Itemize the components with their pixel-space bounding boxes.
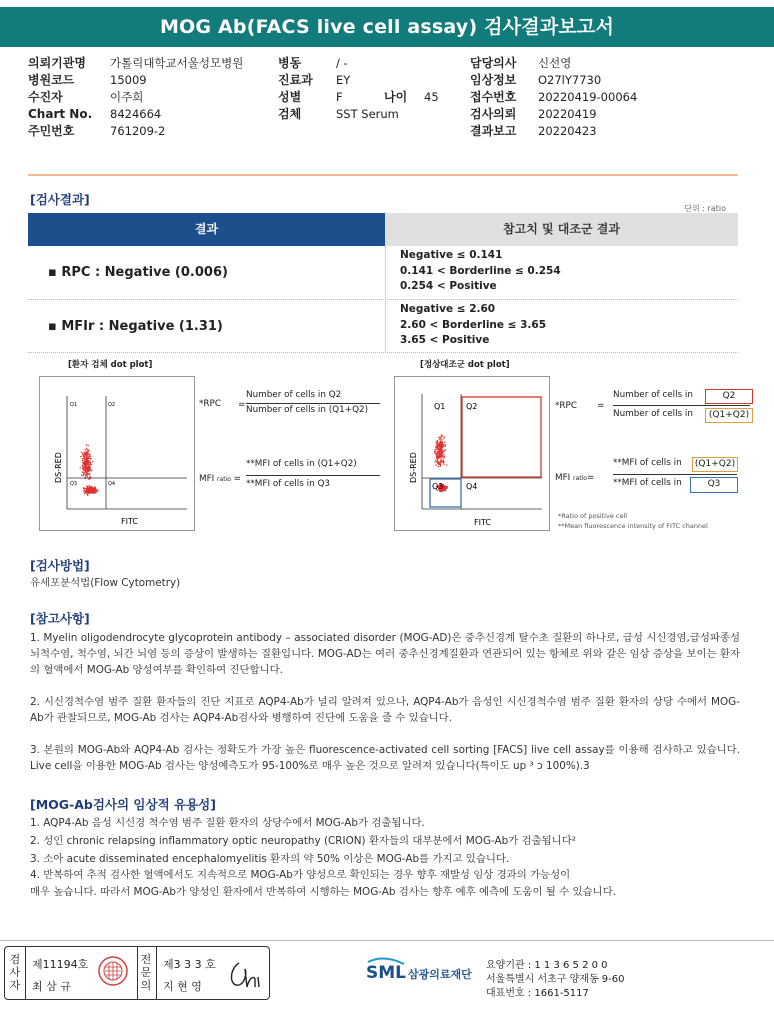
cell-dot — [85, 470, 86, 471]
info-row: 수진자 이주희 — [28, 90, 144, 104]
cell-dot — [440, 464, 441, 465]
cell-dot — [80, 456, 81, 457]
cell-dot — [86, 460, 87, 461]
cell-dot — [85, 451, 86, 452]
cell-dot — [86, 466, 87, 467]
cell-dot — [87, 487, 88, 488]
cell-dot — [83, 490, 84, 491]
cell-dot — [89, 491, 90, 492]
cell-dot — [90, 462, 91, 463]
footnote: *Ratio of positive cell — [558, 512, 628, 520]
mfir-result: ▪ MFIr : Negative (1.31) — [48, 319, 223, 334]
quadrant-label: Q3 — [432, 482, 444, 491]
cell-dot — [81, 474, 82, 475]
unit-label: 단위 : ratio — [684, 204, 726, 213]
cell-dot — [436, 449, 437, 450]
cell-dot — [89, 488, 90, 489]
control-dot-plot — [394, 376, 550, 531]
mfi-label: MFI ratio = — [199, 474, 242, 484]
cell-dot — [83, 458, 84, 459]
equals-sign: = — [597, 401, 605, 411]
cell-dot — [442, 435, 443, 436]
cell-dot — [89, 487, 90, 488]
examiner-license: 제11194호 — [32, 958, 89, 971]
signature-icon — [225, 953, 265, 993]
cell-dot — [86, 461, 87, 462]
quadrant-label: Q1 — [434, 402, 446, 411]
q1q2-box: (Q1+Q2) — [705, 408, 753, 423]
svg-text:SML: SML — [366, 963, 406, 983]
cell-dot — [436, 453, 437, 454]
cell-dot — [93, 492, 94, 493]
cell-dot — [444, 485, 445, 486]
signature-box — [4, 946, 270, 1000]
patient-dot-plot — [39, 376, 195, 531]
fraction-line — [613, 474, 737, 475]
mfir-reference — [400, 302, 546, 349]
cell-dot — [440, 466, 441, 467]
fraction-line — [613, 405, 750, 406]
divider — [137, 947, 138, 999]
reference-line: Negative ≤ 2.60 — [400, 303, 496, 315]
cell-dot — [82, 454, 83, 455]
info-row: 검체 SST Serum — [278, 107, 399, 121]
cell-dot — [87, 451, 88, 452]
utility-item: 1. AQP4-Ab 음성 시신경 척수염 범주 질환 환자의 상당수에서 MOG-Ab가 검출됩니다. — [30, 817, 425, 829]
cell-dot — [85, 465, 86, 466]
rpc-numerator: Number of cells in Q2 — [246, 390, 342, 400]
cell-dot — [441, 436, 442, 437]
cell-dot — [435, 464, 436, 465]
cell-dot — [446, 486, 447, 487]
info-row: 접수번호 20220419-00064 — [470, 90, 638, 104]
cell-dot — [87, 445, 88, 446]
cell-dot — [442, 461, 443, 462]
cell-dot — [435, 452, 436, 453]
info-row: Chart No. 8424664 — [28, 107, 162, 121]
cell-dot — [440, 445, 441, 446]
cell-dot — [89, 457, 90, 458]
cell-dot — [86, 490, 87, 491]
cell-dot — [84, 449, 85, 450]
results-title: [검사결과] — [30, 192, 90, 207]
cell-dot — [84, 488, 85, 489]
rpc-label: *RPC — [199, 399, 221, 409]
cell-dot — [440, 459, 441, 460]
cell-dot — [90, 489, 91, 490]
quadrant-label: Q4 — [108, 481, 116, 487]
cell-dot — [435, 446, 436, 447]
cell-dot — [440, 462, 441, 463]
cell-dot — [89, 465, 90, 466]
info-row: 임상정보 O27lY7730 — [470, 73, 602, 87]
cell-dot — [87, 495, 88, 496]
cell-dot — [87, 474, 88, 475]
cell-dot — [86, 486, 87, 487]
note-paragraph: 3. 본원의 MOG-Ab와 AQP4-Ab 검사는 정확도가 가장 높은 fluorescence-activated cell sorting [FACS] live cell assay를 이용해 검사하고 있습니다. Live cell을 이용한 MOG-Ab 검사는 양성예측도가 95-100%로 매우 높은 것으로 알려져 있습니다(특이도 up ³ ɔ 100%).3 — [30, 744, 740, 772]
cell-dot — [88, 454, 89, 455]
control-plot-title: [정상대조군 dot plot] — [420, 360, 510, 370]
cell-dot — [92, 490, 93, 491]
cell-dot — [96, 491, 97, 492]
cell-dot — [440, 455, 441, 456]
patient-plot-title: [환자 검체 dot plot] — [68, 360, 153, 370]
cell-dot — [444, 436, 445, 437]
reference-line: Negative ≤ 0.141 — [400, 249, 503, 261]
cell-dot — [83, 488, 84, 489]
note-paragraph: 1. Myelin oligodendrocyte glycoprotein antibody – associated disorder (MOG-AD)은 중추신경계 탈수초 질환의 하나로, 급성 시신경염,급성파종성 뇌척수염, 척수염, 뇌간 뇌염 등의 증상이 발생하는 질환입니다. MOG-AD는 여러 중추신경계질환과 연관되어 있는 항체로 위와 같은 임상 증상을 보이는 환자의 혈액에서 MOG-Ab 양성여부를 확인하여 진단합니다. — [30, 632, 740, 676]
rpc-result: ▪ RPC : Negative (0.006) — [48, 265, 228, 280]
cell-dot — [443, 457, 444, 458]
cell-dot — [94, 491, 95, 492]
cell-dot — [441, 449, 442, 450]
quadrant-label: Q3 — [70, 481, 78, 487]
seal-stamp-icon — [97, 955, 129, 987]
cell-dot — [440, 441, 441, 442]
q3-box: Q3 — [690, 477, 738, 493]
reference-line: 0.254 < Positive — [400, 280, 497, 292]
cell-dot — [89, 470, 90, 471]
method-text: 유세포분석법(Flow Cytometry) — [30, 577, 181, 589]
specialist-name: 지 현 영 — [163, 980, 202, 993]
info-row: 주민번호 761209-2 — [28, 124, 166, 138]
cell-dot — [444, 442, 445, 443]
mfi-numerator: **MFI of cells in (Q1+Q2) — [246, 459, 357, 469]
quadrant-label: Q2 — [466, 402, 478, 411]
cell-dot — [443, 454, 444, 455]
divider — [0, 940, 774, 941]
fraction-line — [246, 403, 380, 404]
cell-dot — [83, 473, 84, 474]
cell-dot — [434, 461, 435, 462]
fraction-line — [246, 475, 380, 476]
cell-dot — [87, 493, 88, 494]
divider — [25, 947, 26, 999]
cell-dot — [87, 473, 88, 474]
cell-dot — [85, 472, 86, 473]
cell-dot — [83, 462, 84, 463]
cell-dot — [446, 464, 447, 465]
cell-dot — [88, 461, 89, 462]
cell-dot — [441, 459, 442, 460]
cell-dot — [82, 460, 83, 461]
cell-dot — [435, 459, 436, 460]
examiner-name: 최 삼 규 — [32, 980, 71, 993]
rpc-label: *RPC — [555, 401, 577, 411]
cell-dot — [86, 444, 87, 445]
info-row: 진료과 EY — [278, 73, 351, 87]
cell-dot — [80, 467, 81, 468]
cell-dot — [443, 451, 444, 452]
cell-dot — [84, 456, 85, 457]
cell-dot — [88, 462, 89, 463]
x-axis-label: FITC — [121, 517, 138, 526]
info-row: 병원코드 15009 — [28, 73, 147, 87]
mfi-label: MFI ratio= — [555, 473, 595, 483]
cell-dot — [437, 462, 438, 463]
cell-dot — [88, 470, 89, 471]
y-axis-label: DS-RED — [54, 452, 63, 483]
info-row: 담당의사 신선영 — [470, 56, 572, 70]
cell-dot — [88, 493, 89, 494]
cell-dot — [441, 452, 442, 453]
divider — [28, 299, 738, 300]
method-title: [검사방법] — [30, 558, 90, 573]
mfi-numerator: **MFI of cells in — [613, 458, 682, 468]
cell-dot — [88, 464, 89, 465]
cell-dot — [440, 448, 441, 449]
cell-dot — [92, 461, 93, 462]
cell-dot — [438, 456, 439, 457]
cell-dot — [87, 488, 88, 489]
y-axis-label: DS-RED — [409, 452, 418, 483]
cell-dot — [91, 470, 92, 471]
info-row: 병동 / - — [278, 56, 348, 70]
rpc-denominator: Number of cells in (Q1+Q2) — [246, 405, 369, 415]
cell-dot — [89, 454, 90, 455]
cell-dot — [445, 450, 446, 451]
sml-org-name: 삼광의료재단 — [408, 968, 472, 981]
org-info: 요양기관 : 1 1 3 6 5 2 0 0 — [486, 960, 608, 971]
cell-dot — [82, 465, 83, 466]
note-paragraph: 2. 시신경척수염 범주 질환 환자들의 진단 지표로 AQP4-Ab가 널리 알려져 있으나, AQP4-Ab가 음성인 시신경척수염 범주 질환 환자의 상당 수에서 MOG-Ab가 관찰되므로, MOG-Ab 검사는 AQP4-Ab검사와 병행하여 진단에 도움을 줄 수 있습니다. — [30, 696, 740, 724]
mfi-denominator: **MFI of cells in — [613, 478, 682, 488]
cell-dot — [442, 443, 443, 444]
cell-dot — [97, 490, 98, 491]
result-header: 결과 — [28, 213, 385, 246]
rpc-reference — [400, 248, 561, 295]
cell-dot — [444, 464, 445, 465]
cell-dot — [85, 476, 86, 477]
utility-item: 4. 반복하여 추적 검사한 혈액에서도 지속적으로 MOG-Ab가 양성으로 확인되는 경우 향후 재발성 임상 경과의 가능성이 — [30, 869, 571, 881]
reference-line: 2.60 < Borderline ≤ 3.65 — [400, 318, 547, 331]
cell-dot — [436, 461, 437, 462]
cell-dot — [439, 450, 440, 451]
info-row: 성별 F 나이 45 — [278, 90, 439, 104]
org-info: 대표번호 : 1661-5117 — [486, 988, 589, 999]
info-row: 의뢰기관명 가톨릭대학교서울성모병원 — [28, 56, 244, 70]
quadrant-label: Q4 — [466, 482, 478, 491]
reference-line: 3.65 < Positive — [400, 334, 490, 346]
specialist-license: 제3 3 3 호 — [163, 958, 216, 971]
cell-dot — [444, 456, 445, 457]
utility-item: 2. 성인 chronic relapsing inflammatory optic neuropathy (CRION) 환자들의 대부분에서 MOG-Ab가 검출됩니다² — [30, 835, 576, 847]
reference-line: 0.141 < Borderline ≤ 0.254 — [400, 264, 561, 277]
reference-header: 참고치 및 대조군 결과 — [385, 213, 738, 246]
divider — [28, 174, 738, 176]
cell-dot — [438, 466, 439, 467]
utility-title: [MOG-Ab검사의 임상적 유용성] — [30, 797, 216, 812]
cell-dot — [88, 468, 89, 469]
cell-dot — [441, 439, 442, 440]
cell-dot — [90, 456, 91, 457]
cell-dot — [444, 488, 445, 489]
cell-dot — [85, 454, 86, 455]
utility-item: 3. 소아 acute disseminated encephalomyelitis 환자의 약 50% 이상은 MOG-Ab를 가지고 있습니다. — [30, 853, 510, 865]
cell-dot — [435, 441, 436, 442]
cell-dot — [85, 474, 86, 475]
divider — [156, 947, 157, 999]
q2-box: Q2 — [705, 389, 753, 404]
cell-dot — [443, 446, 444, 447]
cell-dot — [85, 467, 86, 468]
examiner-role: 검 사 자 — [9, 953, 21, 992]
cell-dot — [91, 464, 92, 465]
cell-dot — [84, 468, 85, 469]
cell-dot — [94, 488, 95, 489]
cell-dot — [443, 462, 444, 463]
cell-dot — [86, 464, 87, 465]
dot-cloud — [80, 444, 99, 496]
cell-dot — [86, 452, 87, 453]
cell-dot — [89, 485, 90, 486]
info-row: 결과보고 20220423 — [470, 124, 597, 138]
cell-dot — [437, 440, 438, 441]
cell-dot — [86, 448, 87, 449]
cell-dot — [86, 457, 87, 458]
utility-item: 매우 높습니다. 따라서 MOG-Ab가 양성인 환자에서 반복하여 시행하는 MOG-Ab 검사는 향후 예후 예측에 도움이 될 수 있습니다. — [30, 886, 616, 898]
q1q2-box: (Q1+Q2) — [692, 457, 738, 472]
cell-dot — [90, 492, 91, 493]
cell-dot — [438, 437, 439, 438]
cell-dot — [88, 449, 89, 450]
mfi-denominator: **MFI of cells in Q3 — [246, 479, 330, 489]
cell-dot — [437, 459, 438, 460]
report-title: MOG Ab(FACS live cell assay) 검사결과보고서 — [0, 7, 774, 47]
sml-logo-icon — [366, 956, 406, 986]
footnote: **Mean fluorescence intensity of FITC channel — [558, 522, 708, 530]
cell-dot — [81, 452, 82, 453]
cell-dot — [85, 488, 86, 489]
cell-dot — [438, 446, 439, 447]
cell-dot — [86, 492, 87, 493]
specialist-role: 전 문 의 — [140, 953, 152, 992]
cell-dot — [439, 442, 440, 443]
cell-dot — [441, 454, 442, 455]
cell-dot — [89, 478, 90, 479]
org-info: 서울특별시 서초구 양재동 9-60 — [486, 974, 625, 985]
divider — [28, 352, 738, 353]
cell-dot — [84, 493, 85, 494]
cell-dot — [91, 487, 92, 488]
cell-dot — [89, 473, 90, 474]
notes-title: [참고사항] — [30, 611, 90, 626]
cell-dot — [437, 445, 438, 446]
cell-dot — [446, 487, 447, 488]
quadrant-label: Q2 — [108, 402, 116, 408]
cell-dot — [440, 457, 441, 458]
cell-dot — [88, 466, 89, 467]
equals-sign: = — [238, 400, 246, 410]
cell-dot — [82, 468, 83, 469]
cell-dot — [440, 438, 441, 439]
cell-dot — [442, 456, 443, 457]
rpc-numerator: Number of cells in — [613, 390, 693, 400]
cell-dot — [443, 437, 444, 438]
quadrant-label: Q1 — [70, 402, 78, 408]
cell-dot — [437, 441, 438, 442]
cell-dot — [95, 488, 96, 489]
cell-dot — [434, 451, 435, 452]
cell-dot — [83, 472, 84, 473]
cell-dot — [94, 487, 95, 488]
cell-dot — [437, 447, 438, 448]
cell-dot — [87, 449, 88, 450]
cell-dot — [445, 444, 446, 445]
rpc-denominator: Number of cells in — [613, 409, 693, 419]
cell-dot — [445, 445, 446, 446]
info-row: 검사의뢰 20220419 — [470, 107, 597, 121]
x-axis-label: FITC — [474, 518, 491, 527]
cell-dot — [445, 490, 446, 491]
